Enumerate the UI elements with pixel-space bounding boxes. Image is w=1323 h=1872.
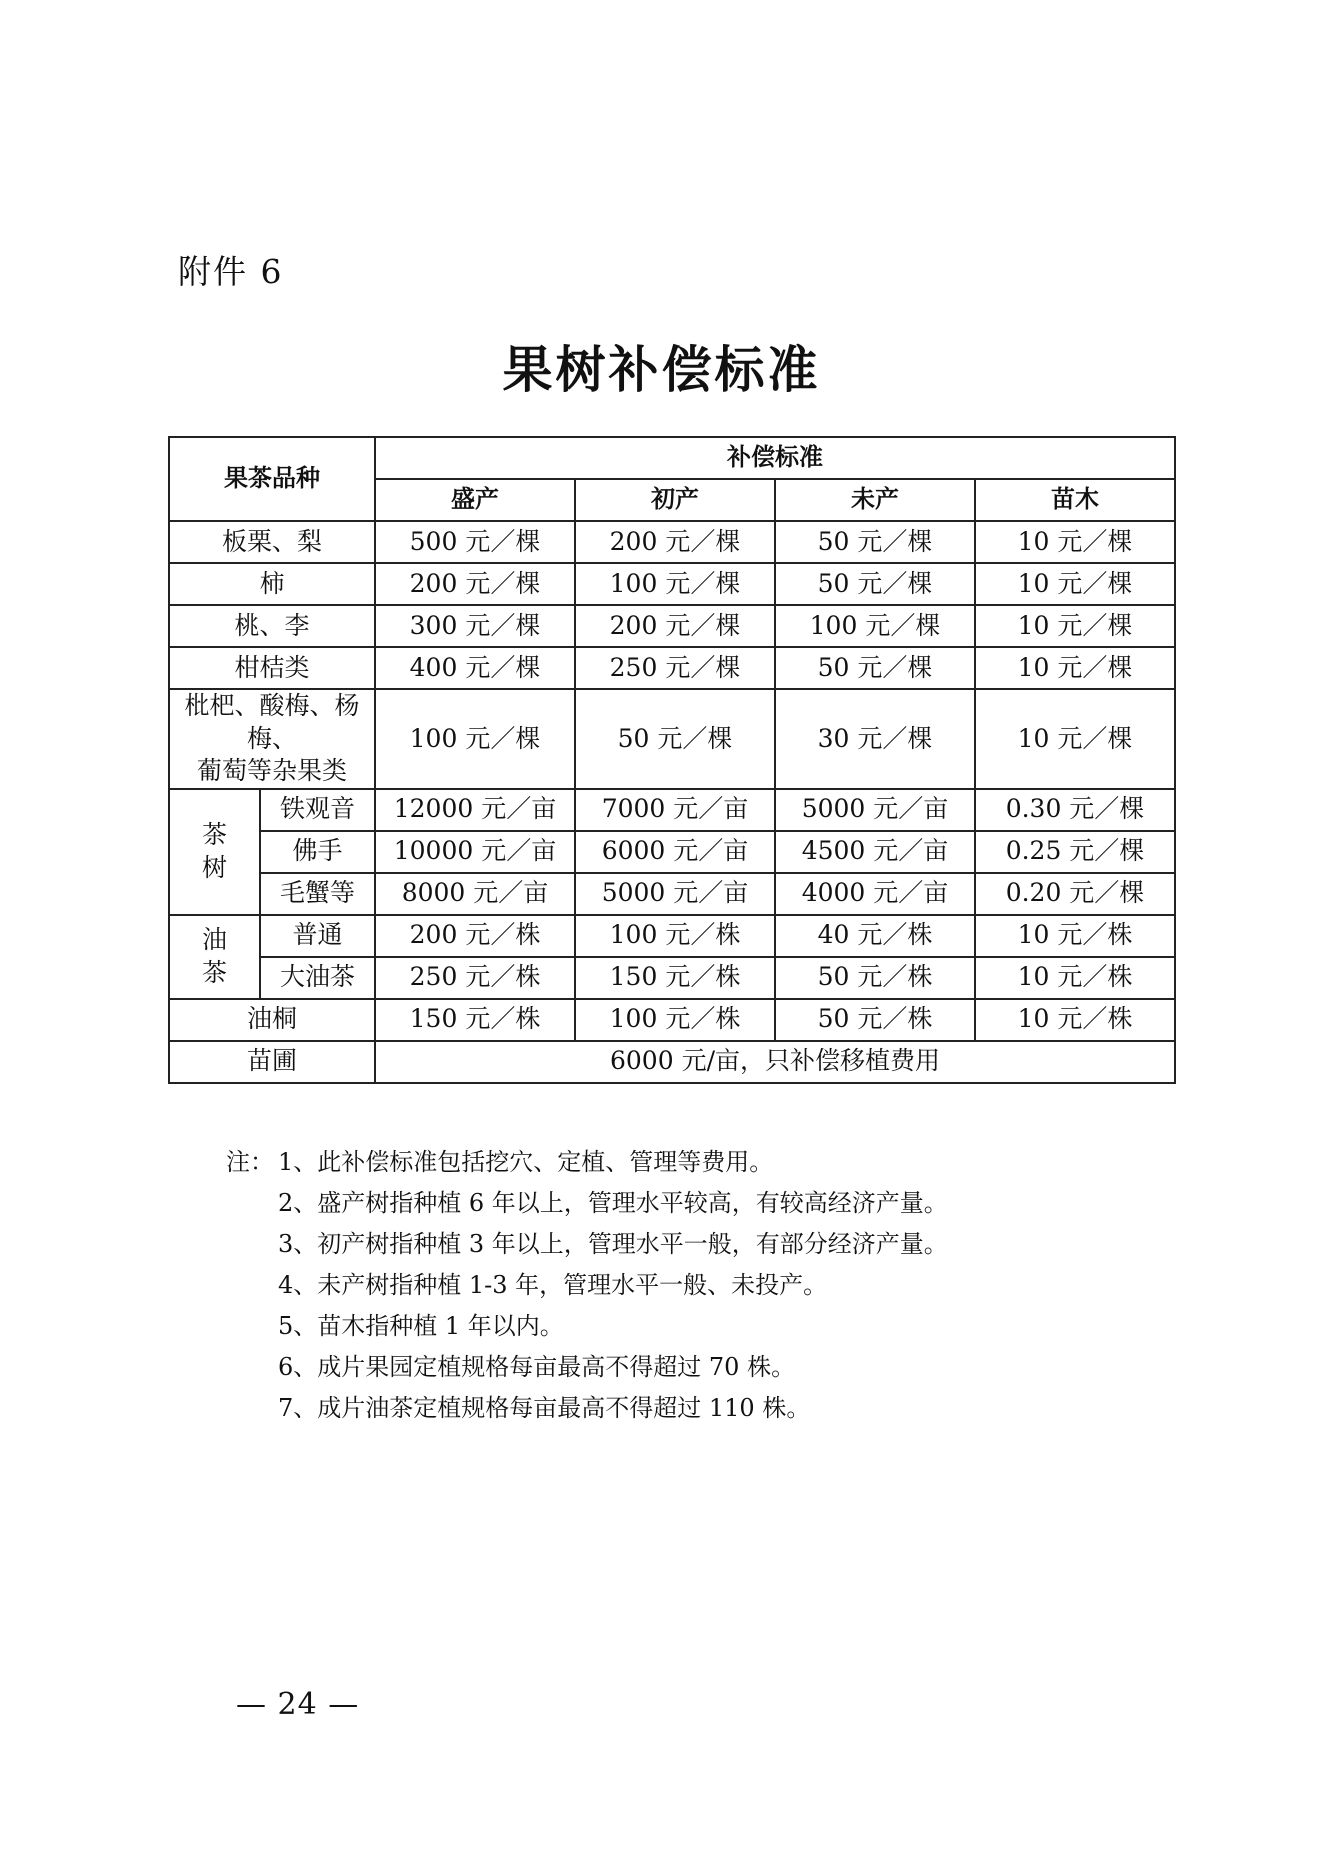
row-name: 铁观音 <box>260 789 375 831</box>
note-text: 4、未产树指种植 1-3 年，管理水平一般、未投产。 <box>278 1271 828 1299</box>
header-stage-seedling: 苗木 <box>975 479 1175 521</box>
cell-value: 10 元／棵 <box>975 605 1175 647</box>
cell-value: 100 元／棵 <box>575 563 775 605</box>
cell-value: 100 元／棵 <box>775 605 975 647</box>
row-name: 桃、李 <box>169 605 375 647</box>
row-name: 柑桔类 <box>169 647 375 689</box>
note-text: 6、成片果园定植规格每亩最高不得超过 70 株。 <box>278 1353 796 1381</box>
compensation-table <box>168 436 1176 1084</box>
note-item <box>226 1388 948 1429</box>
header-variety: 果茶品种 <box>169 437 375 521</box>
cell-value: 150 元／株 <box>375 999 575 1041</box>
cell-value: 10 元／棵 <box>975 647 1175 689</box>
table-row <box>169 873 1175 915</box>
note-text: 1、此补偿标准包括挖穴、定植、管理等费用。 <box>278 1148 774 1176</box>
note-item <box>226 1265 948 1306</box>
cell-value: 200 元／棵 <box>575 605 775 647</box>
cell-value: 50 元／株 <box>775 999 975 1041</box>
row-name: 大油茶 <box>260 957 375 999</box>
table-row <box>169 563 1175 605</box>
row-name: 毛蟹等 <box>260 873 375 915</box>
cell-value: 250 元／棵 <box>575 647 775 689</box>
cell-value: 50 元／棵 <box>775 563 975 605</box>
cell-value: 4000 元／亩 <box>775 873 975 915</box>
row-name <box>169 689 375 789</box>
cell-value: 6000 元／亩 <box>575 831 775 873</box>
cell-value: 4500 元／亩 <box>775 831 975 873</box>
cell-value: 100 元／株 <box>575 999 775 1041</box>
table-row <box>169 999 1175 1041</box>
group-tea <box>169 789 260 915</box>
row-name: 油桐 <box>169 999 375 1041</box>
row-name: 普通 <box>260 915 375 957</box>
table-row <box>169 957 1175 999</box>
cell-value: 12000 元／亩 <box>375 789 575 831</box>
row-name: 苗圃 <box>169 1041 375 1083</box>
header-stage-early: 初产 <box>575 479 775 521</box>
attachment-label: 附件 6 <box>178 252 284 291</box>
note-item <box>226 1306 948 1347</box>
cell-value: 400 元／棵 <box>375 647 575 689</box>
group-oil-tea <box>169 915 260 999</box>
row-name: 柿 <box>169 563 375 605</box>
cell-value: 8000 元／亩 <box>375 873 575 915</box>
table-row <box>169 605 1175 647</box>
cell-value: 100 元／棵 <box>375 689 575 789</box>
note-item <box>226 1224 948 1265</box>
cell-value: 10 元／株 <box>975 999 1175 1041</box>
notes-label: 注： <box>226 1148 274 1176</box>
group-oil-tea-char2: 茶 <box>201 957 227 987</box>
cell-value: 5000 元／亩 <box>575 873 775 915</box>
cell-value: 10 元／棵 <box>975 689 1175 789</box>
cell-value: 250 元／株 <box>375 957 575 999</box>
header-standard: 补偿标准 <box>375 437 1175 479</box>
note-item <box>226 1142 948 1183</box>
table-row <box>169 915 1175 957</box>
cell-value: 150 元／株 <box>575 957 775 999</box>
cell-value: 10000 元／亩 <box>375 831 575 873</box>
cell-value: 300 元／棵 <box>375 605 575 647</box>
note-text: 5、苗木指种植 1 年以内。 <box>278 1312 564 1340</box>
cell-value: 50 元／株 <box>775 957 975 999</box>
cell-value: 40 元／株 <box>775 915 975 957</box>
note-item <box>226 1183 948 1224</box>
cell-value: 200 元／棵 <box>575 521 775 563</box>
row-name: 佛手 <box>260 831 375 873</box>
cell-value: 200 元／棵 <box>375 563 575 605</box>
cell-value: 10 元／株 <box>975 915 1175 957</box>
table-row <box>169 689 1175 789</box>
cell-value: 200 元／株 <box>375 915 575 957</box>
table-row <box>169 647 1175 689</box>
cell-value: 0.30 元／棵 <box>975 789 1175 831</box>
table-header-row <box>169 437 1175 479</box>
cell-value: 10 元／株 <box>975 957 1175 999</box>
row-name-line2: 葡萄等杂果类 <box>196 756 347 785</box>
cell-value: 50 元／棵 <box>775 521 975 563</box>
cell-value: 0.20 元／棵 <box>975 873 1175 915</box>
row-name: 板栗、梨 <box>169 521 375 563</box>
note-text: 3、初产树指种植 3 年以上，管理水平一般，有部分经济产量。 <box>278 1230 948 1258</box>
header-stage-peak: 盛产 <box>375 479 575 521</box>
cell-value: 500 元／棵 <box>375 521 575 563</box>
cell-value: 50 元／棵 <box>775 647 975 689</box>
group-tea-char2: 树 <box>201 852 227 882</box>
page-title: 果树补偿标准 <box>502 341 821 399</box>
table-row <box>169 831 1175 873</box>
cell-value: 50 元／棵 <box>575 689 775 789</box>
note-text: 2、盛产树指种植 6 年以上，管理水平较高，有较高经济产量。 <box>278 1189 948 1217</box>
cell-value: 10 元／棵 <box>975 521 1175 563</box>
cell-value: 0.25 元／棵 <box>975 831 1175 873</box>
cell-value: 30 元／棵 <box>775 689 975 789</box>
note-text: 7、成片油茶定植规格每亩最高不得超过 110 株。 <box>278 1394 811 1422</box>
table-row <box>169 521 1175 563</box>
header-stage-none: 未产 <box>775 479 975 521</box>
table-row <box>169 1041 1175 1083</box>
group-oil-tea-char1: 油 <box>201 925 227 954</box>
notes <box>226 1142 948 1429</box>
group-tea-char1: 茶 <box>201 820 227 849</box>
cell-value: 7000 元／亩 <box>575 789 775 831</box>
page-number: — 24 — <box>236 1687 360 1722</box>
note-item <box>226 1347 948 1388</box>
nursery-value: 6000 元/亩，只补偿移植费用 <box>375 1041 1175 1083</box>
row-name-line1: 枇杷、酸梅、杨梅、 <box>184 691 360 753</box>
table-row <box>169 789 1175 831</box>
cell-value: 10 元／棵 <box>975 563 1175 605</box>
cell-value: 5000 元／亩 <box>775 789 975 831</box>
cell-value: 100 元／株 <box>575 915 775 957</box>
